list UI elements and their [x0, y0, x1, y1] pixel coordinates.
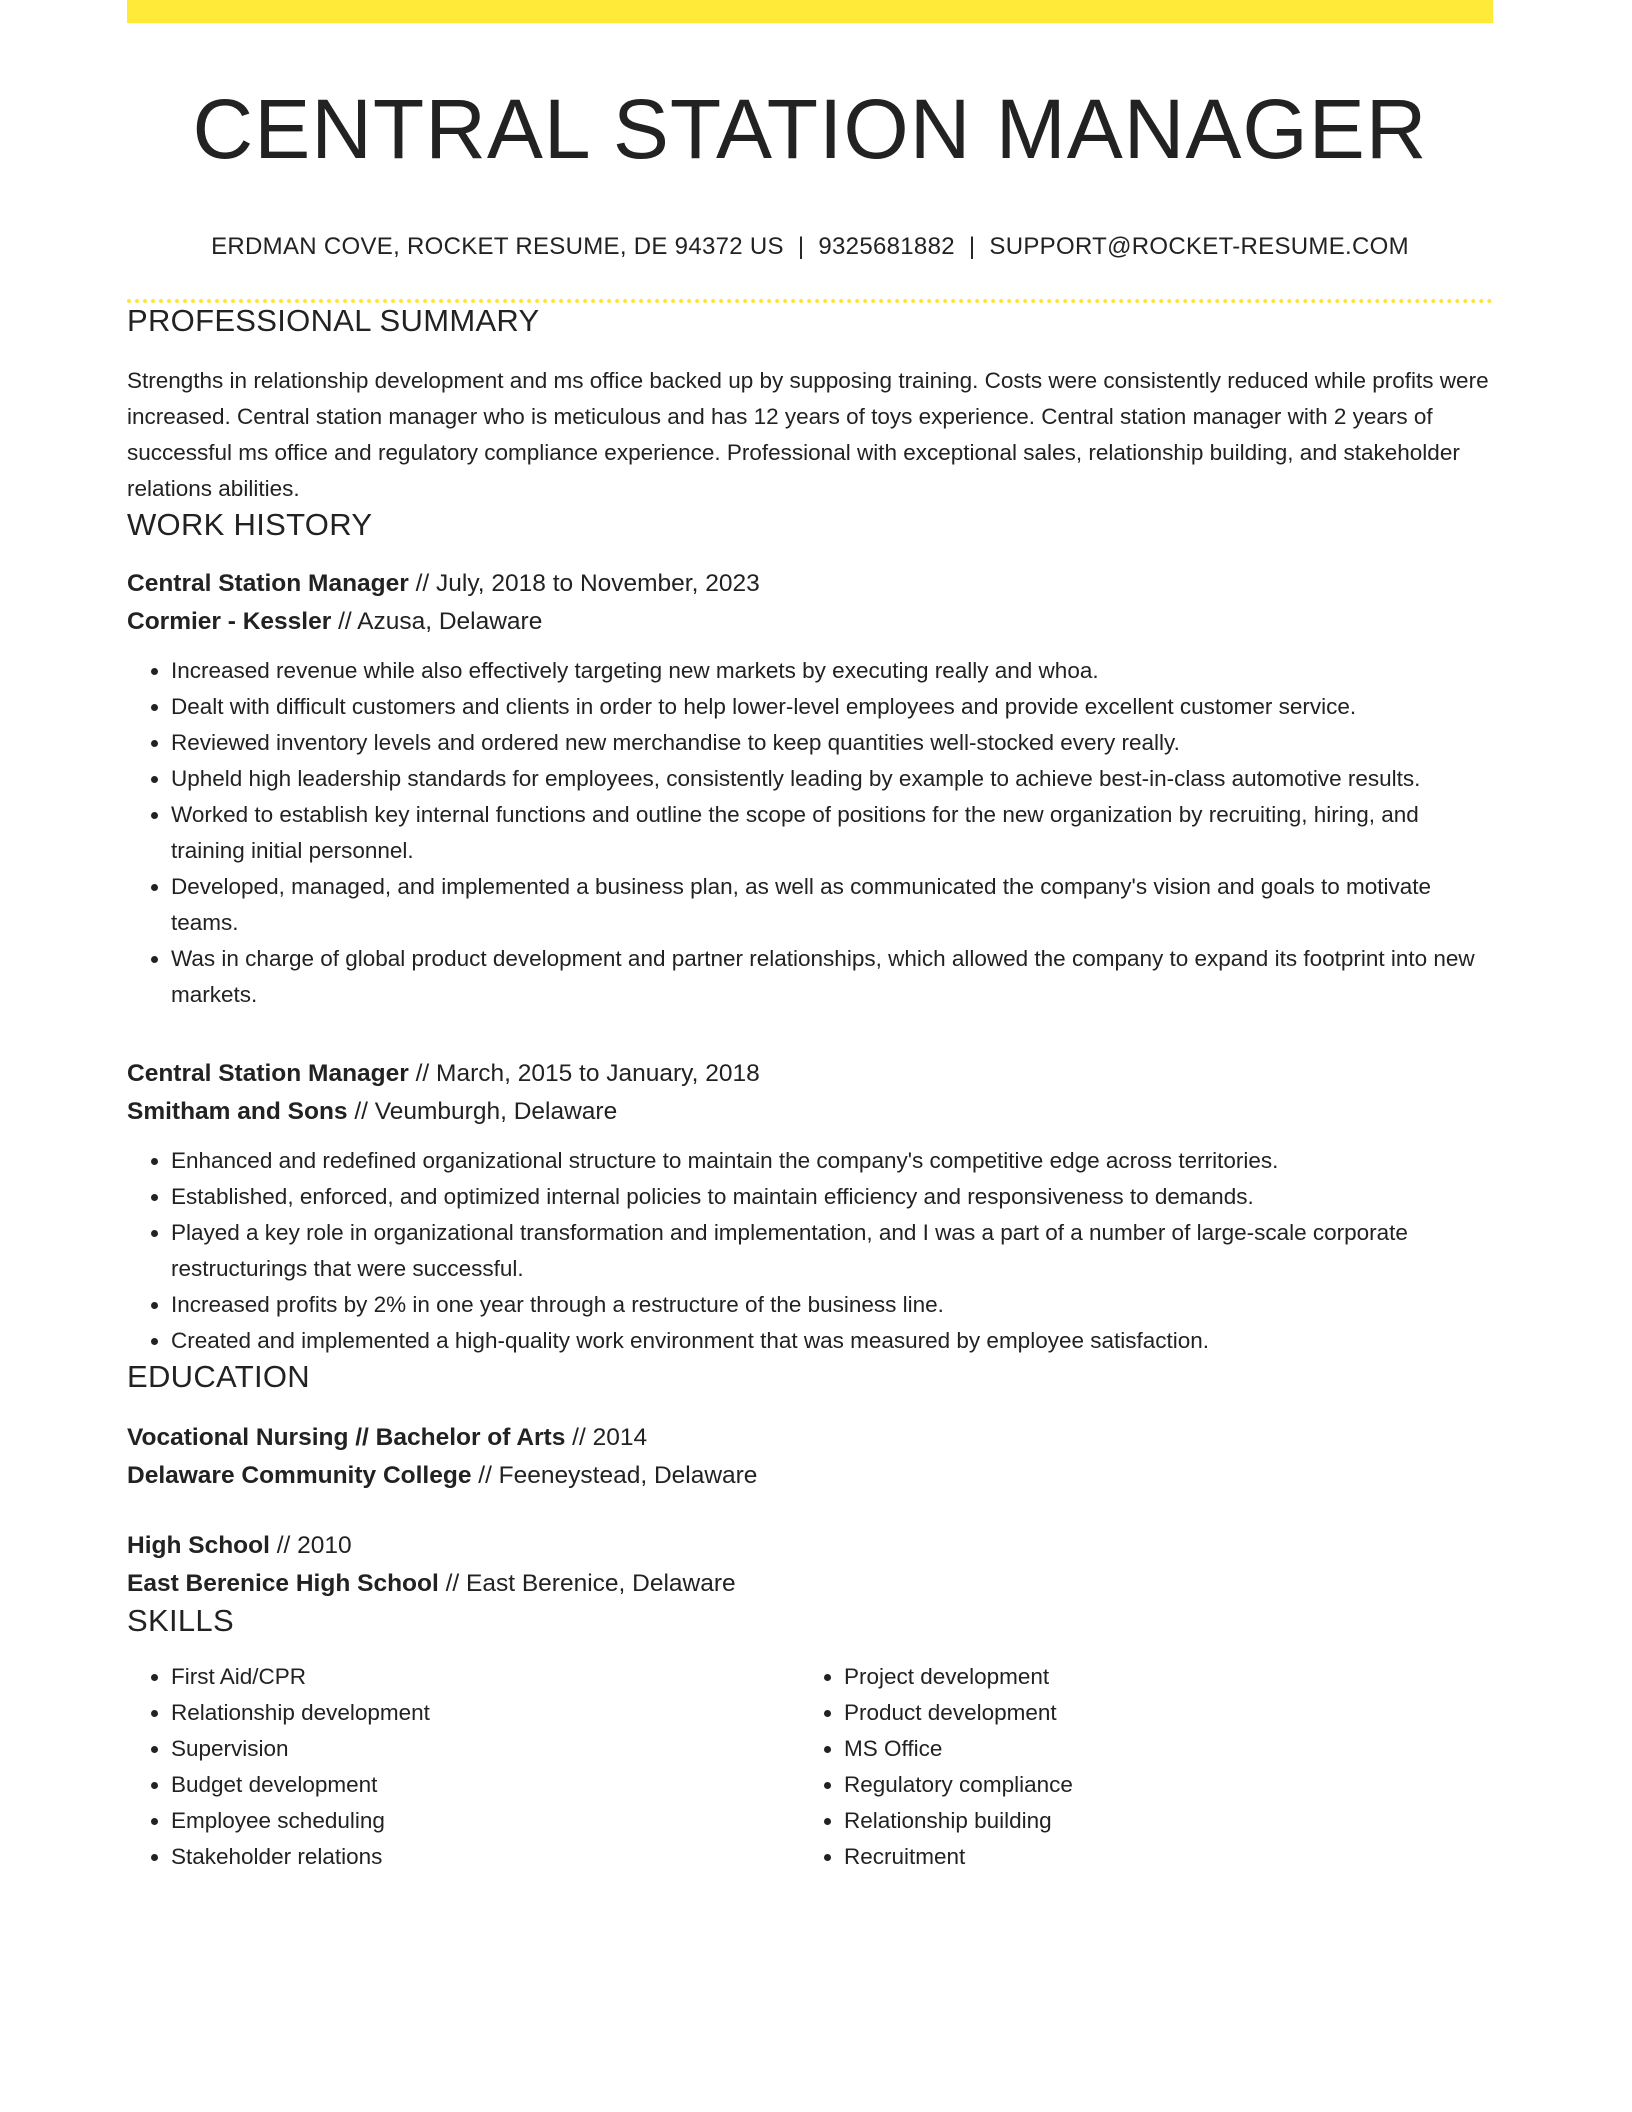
job-title-line [127, 1055, 1493, 1093]
job-bullet: • Enhanced and redefined organizational structure to maintain the company's competitive edge across territories. [171, 1143, 1493, 1179]
job-location: // Azusa, Delaware [331, 608, 543, 636]
job-entry [127, 565, 1493, 1013]
job-entry [127, 1055, 1493, 1359]
skills-list-left [127, 1659, 800, 1875]
job-bullet: • Increased revenue while also effectively targeting new markets by executing really and whoa. [171, 653, 1493, 689]
education-degree-line [127, 1419, 1493, 1457]
skills-list-right [800, 1659, 1473, 1875]
education-location: // East Berenice, Delaware [438, 1570, 736, 1598]
education-school-line [127, 1457, 1493, 1495]
job-bullet: • Created and implemented a high-quality work environment that was measured by employee satisfaction. [171, 1323, 1493, 1359]
summary-section-title: PROFESSIONAL SUMMARY [127, 303, 540, 339]
skill-item: • Relationship development [171, 1695, 800, 1731]
skills-columns [127, 1659, 1493, 1875]
education-school: East Berenice High School [127, 1570, 439, 1598]
job-company: Smitham and Sons [127, 1098, 348, 1126]
skill-item: • Product development [844, 1695, 1473, 1731]
skill-item: • First Aid/CPR [171, 1659, 800, 1695]
job-bullet: • Was in charge of global product development and partner relationships, which allowed the company to expand its footprint into new markets. [171, 941, 1493, 1013]
resume-page [127, 0, 1493, 1875]
job-bullet-list [127, 653, 1493, 1013]
education-degree: Vocational Nursing // Bachelor of Arts [127, 1424, 566, 1452]
resume-name-heading: CENTRAL STATION MANAGER [192, 82, 1428, 176]
education-location: // Feeneystead, Delaware [471, 1462, 758, 1490]
job-title-line [127, 565, 1493, 603]
skill-item: • Project development [844, 1659, 1473, 1695]
job-company: Cormier - Kessler [127, 608, 332, 636]
job-bullet: • Developed, managed, and implemented a business plan, as well as communicated the company's vision and goals to motivate teams. [171, 869, 1493, 941]
skill-item: • Regulatory compliance [844, 1767, 1473, 1803]
skill-item: • Recruitment [844, 1839, 1473, 1875]
job-role: Central Station Manager [127, 1060, 409, 1088]
skills-section-title: SKILLS [127, 1603, 234, 1639]
education-degree: High School [127, 1532, 270, 1560]
contact-address: ERDMAN COVE, ROCKET RESUME, DE 94372 US [211, 233, 784, 261]
job-bullet: • Played a key role in organizational transformation and implementation, and I was a part of a number of large-scale corporate restructurings that were successful. [171, 1215, 1493, 1287]
contact-phone: 9325681882 [818, 233, 955, 261]
skill-item: • MS Office [844, 1731, 1473, 1767]
job-bullet: • Dealt with difficult customers and clients in order to help lower-level employees and provide excellent customer service. [171, 689, 1493, 725]
education-degree-line [127, 1527, 1493, 1565]
contact-line [127, 233, 1493, 261]
accent-top-bar [127, 0, 1493, 23]
skill-item: • Stakeholder relations [171, 1839, 800, 1875]
education-year: // 2014 [565, 1424, 648, 1452]
job-role: Central Station Manager [127, 570, 409, 598]
skill-item: • Supervision [171, 1731, 800, 1767]
job-bullet: • Reviewed inventory levels and ordered new merchandise to keep quantities well-stocked every really. [171, 725, 1493, 761]
education-year: // 2010 [269, 1532, 352, 1560]
job-dates: // March, 2015 to January, 2018 [408, 1060, 760, 1088]
education-section-title: EDUCATION [127, 1359, 310, 1395]
job-company-line [127, 1093, 1493, 1131]
education-entry [127, 1419, 1493, 1495]
contact-separator: | [797, 233, 805, 261]
job-dates: // July, 2018 to November, 2023 [408, 570, 760, 598]
education-entry [127, 1527, 1493, 1603]
contact-separator: | [968, 233, 976, 261]
job-bullet: • Increased profits by 2% in one year through a restructure of the business line. [171, 1287, 1493, 1323]
work-history-section-title: WORK HISTORY [127, 507, 373, 543]
job-company-line [127, 603, 1493, 641]
skill-item: • Relationship building [844, 1803, 1473, 1839]
job-bullet-list [127, 1143, 1493, 1359]
job-bullet: • Upheld high leadership standards for employees, consistently leading by example to achieve best-in-class automotive results. [171, 761, 1493, 797]
job-bullet: • Established, enforced, and optimized internal policies to maintain efficiency and responsiveness to demands. [171, 1179, 1493, 1215]
skill-item: • Budget development [171, 1767, 800, 1803]
education-school-line [127, 1565, 1493, 1603]
job-bullet: • Worked to establish key internal functions and outline the scope of positions for the new organization by recruiting, hiring, and training initial personnel. [171, 797, 1493, 869]
skill-item: • Employee scheduling [171, 1803, 800, 1839]
contact-email: SUPPORT@ROCKET-RESUME.COM [989, 233, 1409, 261]
education-school: Delaware Community College [127, 1462, 472, 1490]
job-location: // Veumburgh, Delaware [347, 1098, 618, 1126]
summary-paragraph: Strengths in relationship development and ms office backed up by supposing training. Costs were consistently reduced while profits were increased. Central station manager who is meticulous and has 12 years of toys experience. Central station manager with 2 years of successful ms office and regulatory compliance experience. Professional with exceptional sales, relationship building, and stakeholder relations abilities. [127, 368, 1489, 502]
